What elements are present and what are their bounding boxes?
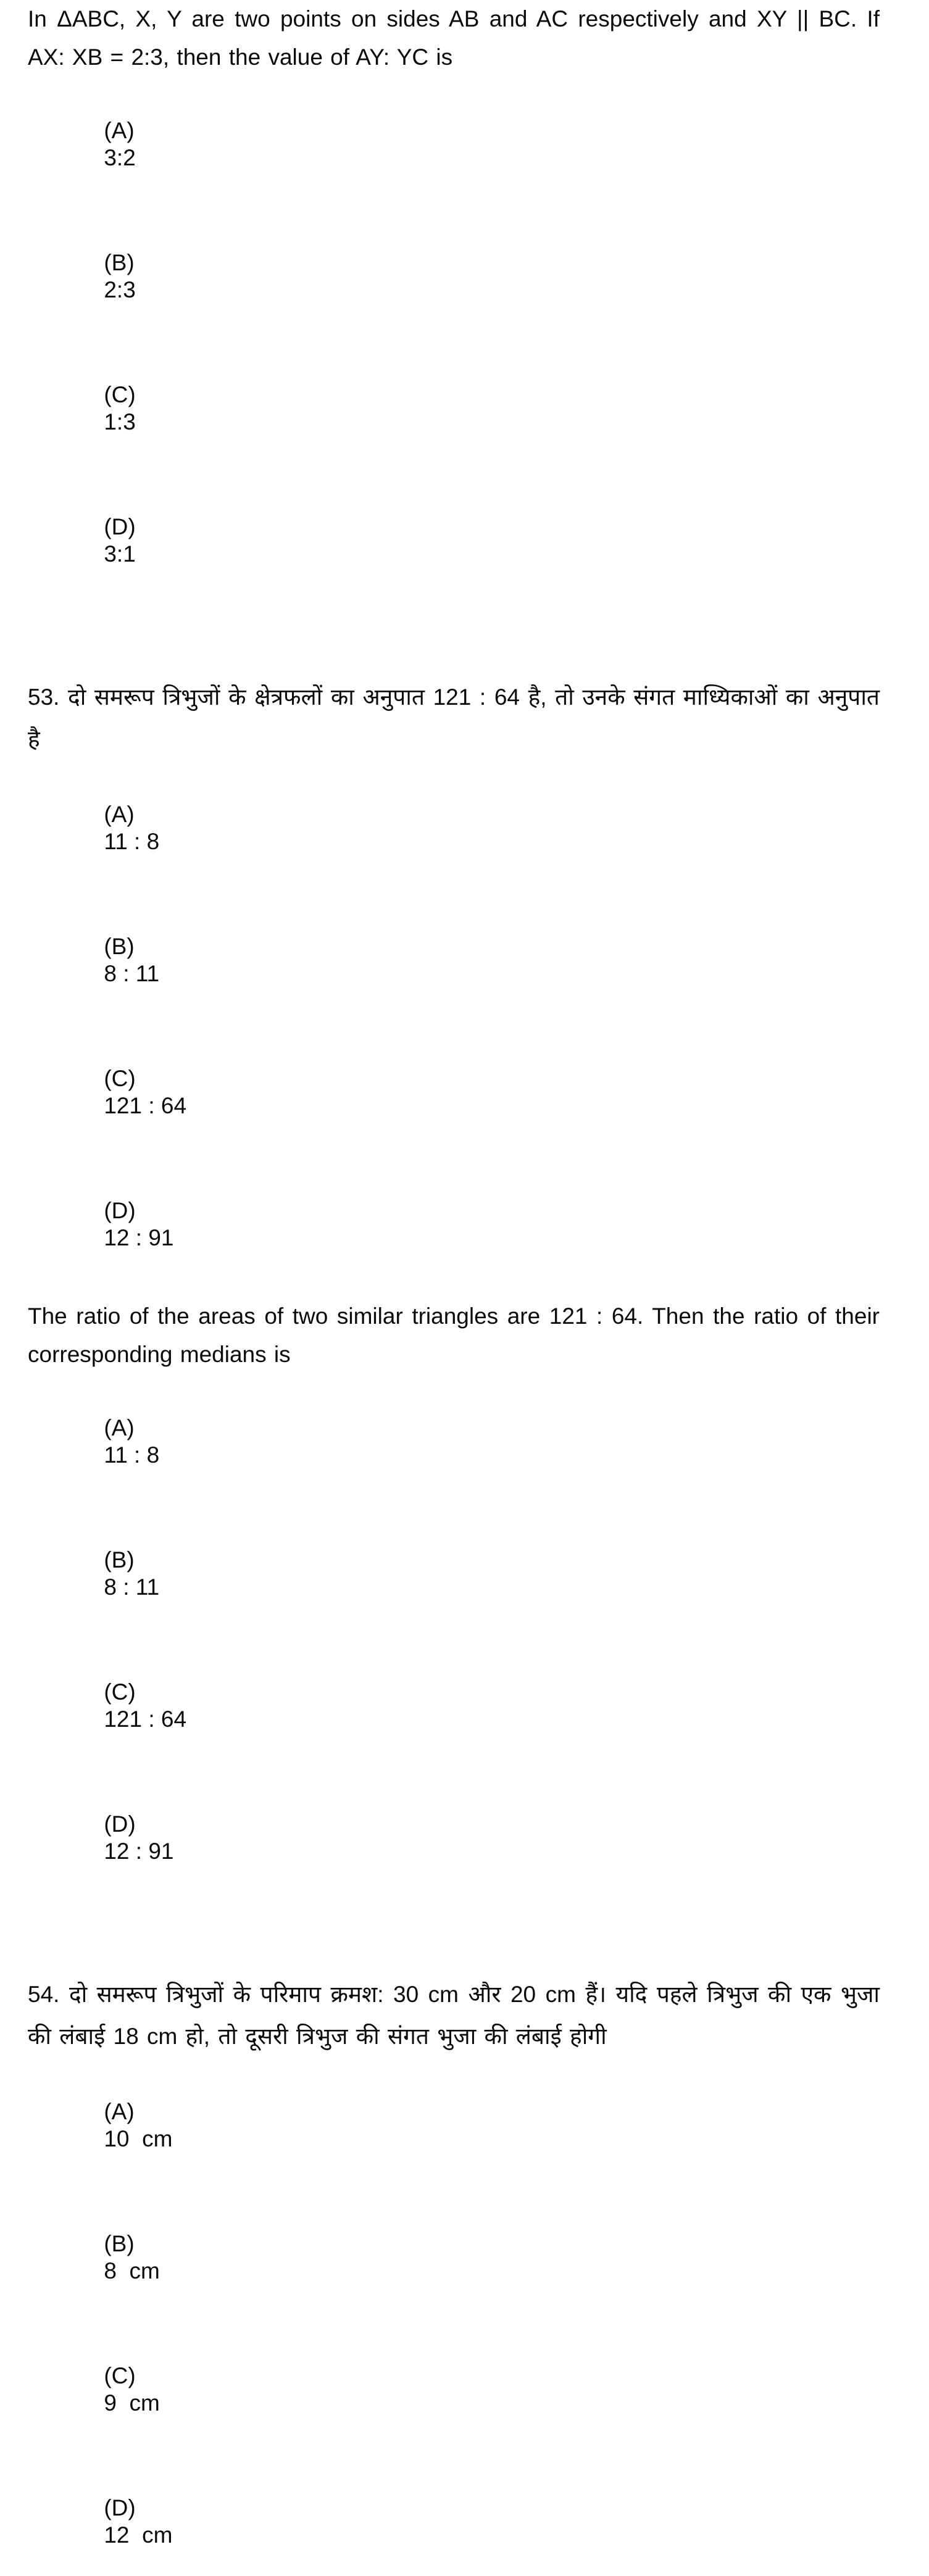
option-item[interactable] <box>28 1038 880 1147</box>
spacer <box>28 760 880 774</box>
option-item[interactable] <box>28 2203 880 2312</box>
options-list-carryover <box>28 90 880 595</box>
option-item[interactable] <box>28 1652 880 1760</box>
option-item[interactable] <box>28 1519 880 1628</box>
option-value: 10 cm <box>104 2126 173 2151</box>
option-label: (C) <box>104 1679 136 1705</box>
question-stem-english-carryover: In ΔABC, X, Y are two points on sides AB and AC respectively and XY || BC. If AX: XB = 2:3, then the value of AY: YC is <box>28 6 880 70</box>
spacer <box>28 1374 880 1387</box>
option-value: 8 : 11 <box>104 1574 160 1600</box>
spacer <box>28 1279 880 1297</box>
option-label: (B) <box>104 2231 135 2256</box>
question-53-stem-hindi: 53. दो समरूप त्रिभुजों के क्षेत्रफलों का अनुपात 121 : 64 है, तो उनके संगत माध्यिकाओं का अनुपात है <box>28 684 880 752</box>
option-value: 9 cm <box>104 2390 160 2416</box>
option-label: (A) <box>104 2099 135 2124</box>
option-label: (B) <box>104 934 135 959</box>
question-53-stem-english: The ratio of the areas of two similar triangles are 121 : 64. Then the ratio of their corresponding medians is <box>28 1303 880 1367</box>
option-item[interactable] <box>28 774 880 883</box>
question-53-options-english <box>28 1387 880 1892</box>
option-value: 12 : 91 <box>104 1225 174 1250</box>
option-label: (D) <box>104 2495 136 2520</box>
option-item[interactable] <box>28 222 880 331</box>
spacer-between-questions <box>28 1892 880 1974</box>
option-label: (C) <box>104 1066 136 1091</box>
option-value: 121 : 64 <box>104 1706 187 1732</box>
option-label: (A) <box>104 1415 135 1440</box>
option-label: (B) <box>104 250 135 275</box>
spacer <box>28 2058 880 2071</box>
option-value: 12 : 91 <box>104 1839 174 1864</box>
option-item[interactable] <box>28 1170 880 1279</box>
option-value: 2:3 <box>104 277 136 302</box>
option-item[interactable] <box>28 354 880 463</box>
option-item[interactable] <box>28 90 880 199</box>
option-item[interactable] <box>28 2467 880 2576</box>
option-item[interactable] <box>28 2335 880 2444</box>
option-item[interactable] <box>28 486 880 595</box>
option-item[interactable] <box>28 906 880 1015</box>
option-label: (A) <box>104 802 135 827</box>
spacer <box>28 77 880 90</box>
option-label: (B) <box>104 1547 135 1573</box>
question-53-options-hindi <box>28 774 880 1279</box>
option-value: 11 : 8 <box>104 1442 160 1468</box>
option-label: (C) <box>104 2363 136 2388</box>
option-value: 8 cm <box>104 2258 160 2283</box>
option-item[interactable] <box>28 1387 880 1496</box>
question-block-carryover <box>28 0 880 595</box>
page-content <box>28 0 880 2576</box>
option-value: 3:1 <box>104 541 136 567</box>
option-item[interactable] <box>28 2071 880 2180</box>
option-value: 8 : 11 <box>104 961 160 986</box>
option-value: 1:3 <box>104 409 136 434</box>
question-54-options-hindi <box>28 2071 880 2576</box>
option-label: (C) <box>104 382 136 407</box>
option-value: 121 : 64 <box>104 1093 187 1118</box>
option-label: (D) <box>104 1811 136 1837</box>
spacer-between-questions <box>28 595 880 676</box>
option-value: 11 : 8 <box>104 829 160 854</box>
option-label: (A) <box>104 118 135 143</box>
question-block-54 <box>28 1974 880 2576</box>
option-value: 12 cm <box>104 2522 173 2548</box>
option-value: 3:2 <box>104 145 136 170</box>
question-54-stem-hindi: 54. दो समरूप त्रिभुजों के परिमाप क्रमश: 30 cm और 20 cm हैं। यदि पहले त्रिभुज की एक भुजा की लंबाई 18 cm हो, तो दूसरी त्रिभुज की संगत भुजा की लंबाई होगी <box>28 1982 880 2049</box>
question-block-53 <box>28 676 880 1892</box>
option-item[interactable] <box>28 1784 880 1892</box>
option-label: (D) <box>104 1198 136 1223</box>
option-label: (D) <box>104 514 136 539</box>
